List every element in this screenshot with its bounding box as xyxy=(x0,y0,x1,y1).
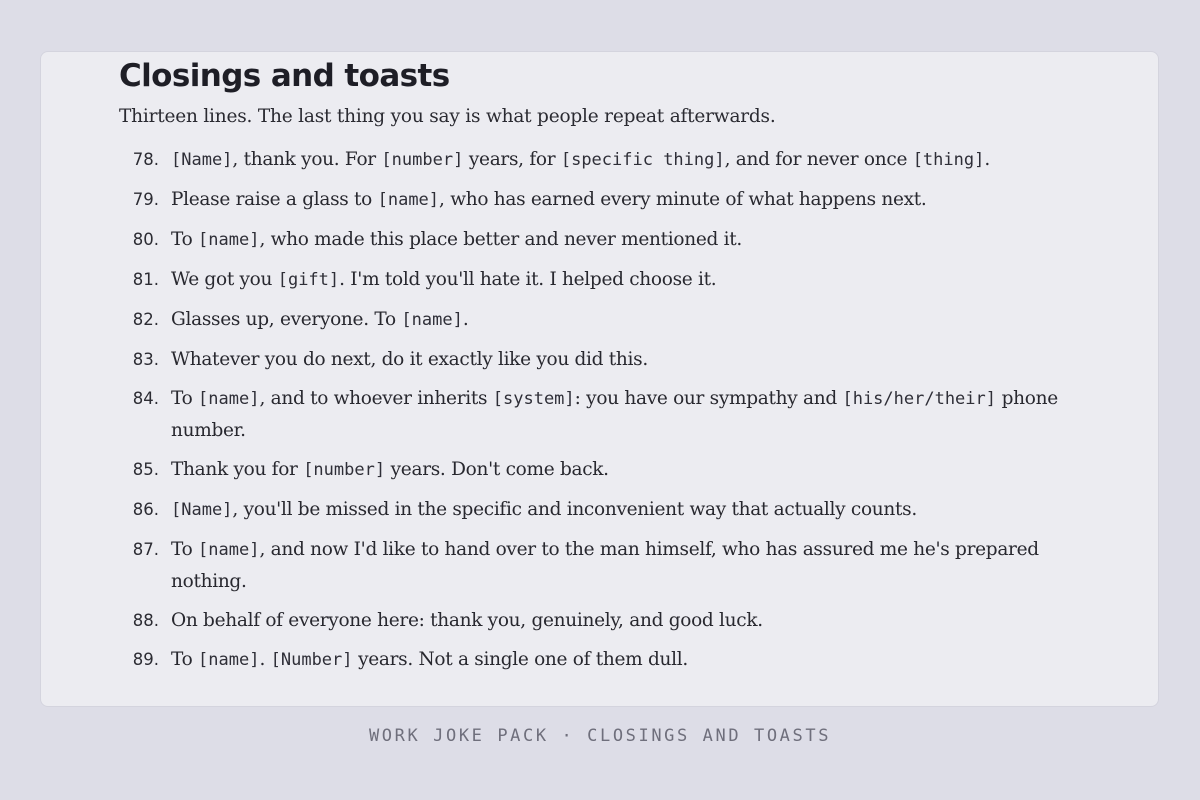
placeholder-token: [name] xyxy=(198,389,260,409)
placeholder-token: [Name] xyxy=(171,150,233,170)
text-segment: . xyxy=(259,649,271,670)
text-segment: On behalf of everyone here: thank you, genuinely, and good luck. xyxy=(171,610,763,631)
list-item xyxy=(119,304,1119,336)
text-segment: , who has earned every minute of what happens next. xyxy=(439,189,927,210)
section-subtitle: Thirteen lines. The last thing you say is what people repeat afterwards. xyxy=(119,106,776,127)
item-text xyxy=(171,649,688,670)
item-number: 85. xyxy=(132,460,159,479)
list-item xyxy=(119,454,1119,486)
placeholder-token: [system] xyxy=(492,389,575,409)
placeholder-token: [number] xyxy=(303,460,386,480)
text-segment: Whatever you do next, do it exactly like you did this. xyxy=(171,349,648,370)
text-segment: . xyxy=(462,309,469,330)
placeholder-token: [number] xyxy=(381,150,464,170)
footer-caption: WORK JOKE PACK · CLOSINGS AND TOASTS xyxy=(368,726,832,746)
text-segment: , you'll be missed in the specific and inconvenient way that actually counts. xyxy=(232,499,917,520)
list-item xyxy=(119,224,1119,256)
text-segment: Thank you for xyxy=(171,459,304,480)
text-segment: To xyxy=(171,229,199,250)
text-segment: Please raise a glass to xyxy=(171,189,378,210)
item-text xyxy=(171,229,742,250)
list-item xyxy=(119,605,1119,636)
list-item xyxy=(119,494,1119,526)
placeholder-token: [Number] xyxy=(270,650,353,670)
text-segment: To xyxy=(171,649,199,670)
item-number: 87. xyxy=(132,540,159,559)
placeholder-token: [name] xyxy=(198,230,260,250)
text-segment: . I'm told you'll hate it. I helped choose it. xyxy=(339,269,717,290)
item-number: 88. xyxy=(132,611,159,630)
list-item xyxy=(119,144,1119,176)
text-segment: To xyxy=(171,539,199,560)
placeholder-token: [name] xyxy=(198,540,260,560)
text-segment: Glasses up, everyone. To xyxy=(171,309,402,330)
placeholder-token: [Name] xyxy=(171,500,233,520)
placeholder-token: [name] xyxy=(198,650,260,670)
list-item xyxy=(119,344,1119,375)
item-text xyxy=(171,189,927,210)
list-item xyxy=(119,184,1119,216)
text-segment: , thank you. For xyxy=(232,149,382,170)
text-segment: years. Not a single one of them dull. xyxy=(352,649,688,670)
toast-list xyxy=(119,144,1119,676)
item-number: 81. xyxy=(132,270,159,289)
placeholder-token: [his/her/their] xyxy=(842,389,996,409)
placeholder-token: [name] xyxy=(377,190,440,210)
placeholder-token: [specific thing] xyxy=(560,150,725,170)
text-segment: , who made this place better and never mentioned it. xyxy=(259,229,742,250)
text-segment: years. Don't come back. xyxy=(385,459,609,480)
item-text xyxy=(171,269,716,290)
item-number: 82. xyxy=(132,310,159,329)
item-number: 84. xyxy=(132,389,159,408)
list-item xyxy=(119,264,1119,296)
content xyxy=(119,56,1119,684)
item-number: 86. xyxy=(132,500,159,519)
placeholder-token: [thing] xyxy=(912,150,985,170)
text-segment: : you have our sympathy and xyxy=(574,388,843,409)
text-segment: phone number. xyxy=(171,388,1058,441)
item-number: 78. xyxy=(132,150,159,169)
text-segment: To xyxy=(171,388,199,409)
item-number: 83. xyxy=(132,350,159,369)
item-text xyxy=(171,388,1058,441)
content-card xyxy=(40,51,1159,707)
text-segment: , and for never once xyxy=(724,149,913,170)
list-item xyxy=(119,534,1119,597)
item-number: 89. xyxy=(132,650,159,669)
list-item xyxy=(119,644,1119,676)
item-text xyxy=(171,499,917,520)
section-title: Closings and toasts xyxy=(119,58,450,94)
text-segment: years, for xyxy=(463,149,561,170)
text-segment: , and to whoever inherits xyxy=(259,388,493,409)
text-segment: . xyxy=(984,149,990,170)
placeholder-token: [gift] xyxy=(277,270,340,290)
text-segment: , and now I'd like to hand over to the man himself, who has assured me he's prepared nothing. xyxy=(171,539,1039,592)
item-number: 79. xyxy=(132,190,159,209)
item-text xyxy=(171,459,609,480)
item-text xyxy=(171,149,990,170)
item-text xyxy=(171,349,648,370)
item-text xyxy=(171,610,763,631)
item-text xyxy=(171,539,1039,592)
placeholder-token: [name] xyxy=(401,310,463,330)
item-number: 80. xyxy=(132,230,159,249)
item-text xyxy=(171,309,468,330)
text-segment: We got you xyxy=(171,269,278,290)
list-item xyxy=(119,383,1119,446)
